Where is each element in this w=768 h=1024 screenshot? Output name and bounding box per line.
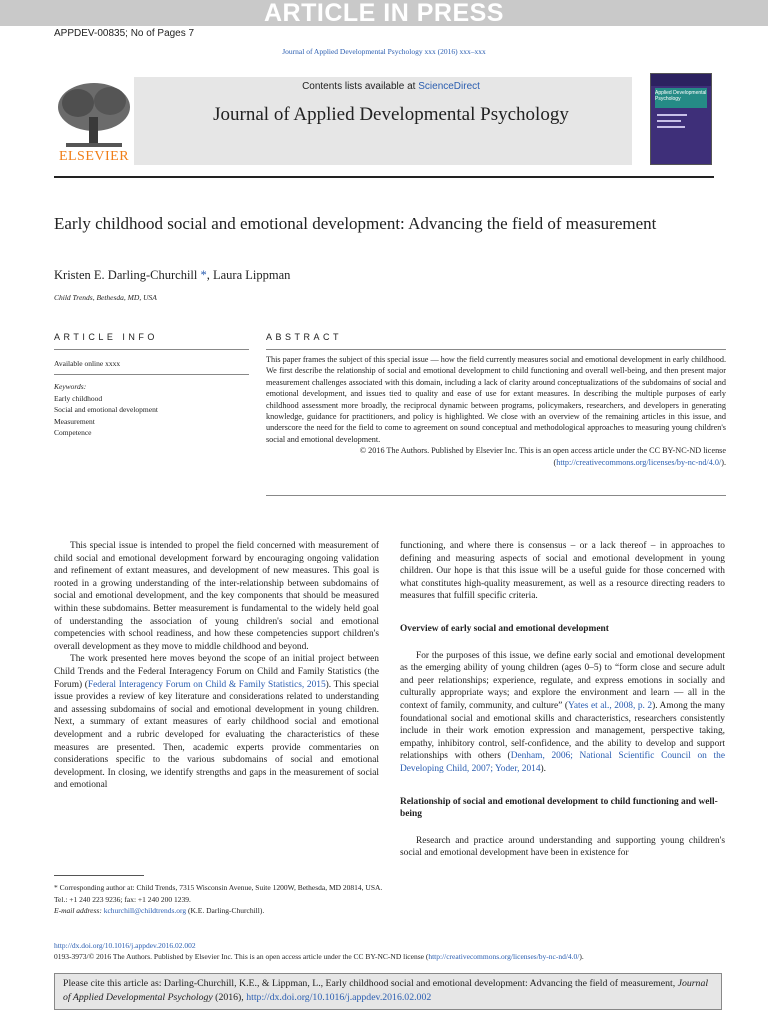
body-right-column (400, 540, 725, 860)
body-paragraph: Research and practice around understanding and supporting young children's social and emotional development have been in existence for (400, 835, 725, 859)
article-in-press-banner: ARTICLE IN PRESS (0, 0, 768, 26)
section-heading: Overview of early social and emotional development (400, 623, 609, 634)
abstract-heading: ABSTRACT (266, 332, 343, 342)
citation-link[interactable]: Federal Interagency Forum on Child & Family Statistics, 2015 (87, 679, 326, 690)
article-info-rule-2 (54, 374, 249, 375)
keyword-item: Early childhood (54, 393, 103, 403)
corresponding-author-link[interactable]: * (200, 268, 207, 282)
cite-box (54, 973, 722, 1010)
elsevier-wordmark: ELSEVIER (58, 149, 130, 164)
affiliation: Child Trends, Bethesda, MD, USA (54, 293, 157, 302)
email-link[interactable]: kchurchill@childtrends.org (103, 906, 187, 915)
cite-year: (2016), (212, 992, 247, 1003)
elsevier-logo (54, 77, 134, 165)
journal-cover-image (650, 73, 712, 165)
footnote-rule (54, 875, 144, 876)
journal-reference-link[interactable]: Journal of Applied Developmental Psychology xxx (2016) xxx–xxx (282, 47, 486, 56)
sciencedirect-link[interactable]: ScienceDirect (418, 81, 480, 92)
body-paragraph: functioning, and where there is consensus – or a lack thereof – in approaches to defining and measuring aspects of social and emotional development in young children. Our hope is that this issue will be a useful guide for those concerned with what constitutes high-quality measurement, as well as a resource directing readers to measures that fulfill specific criteria. (400, 541, 725, 602)
abstract-bottom-rule (266, 495, 726, 496)
cite-journal: Journal of Applied Developmental Psychology (63, 978, 709, 1003)
body-paragraph: This special issue is intended to propel the field concerned with measurement of child social and emotional development forward by encouraging ongoing validation and refinement of extant measures, and development of new measures. This goal is rooted in a growing understanding of the inter-relationship between subdomains of social and emotional development, and the key components that should be measured within these subdomains. Better measurement is fundamental to the widely held goal of understanding the association of young children's social and emotional competencies with school readiness, and how these competencies support children's overall development as they move to middle childhood and beyond. (54, 541, 379, 652)
citation-link[interactable]: Denham, 2006; National Scientific Council on the Developing Child, 2007; Yoder, 2014 (400, 751, 725, 774)
keyword-item: Social and emotional development (54, 405, 158, 414)
body-left-column (54, 540, 379, 792)
journal-title: Journal of Applied Developmental Psychology (213, 104, 569, 125)
keyword-item: Measurement (54, 416, 95, 426)
contents-prefix: Contents lists available at (302, 81, 419, 92)
contents-line (150, 81, 632, 92)
footnote (54, 882, 384, 917)
header-rule (54, 176, 714, 178)
doi-link[interactable]: http://dx.doi.org/10.1016/j.appdev.2016.02.002 (54, 941, 196, 950)
abstract-rule (266, 349, 726, 350)
footnote-corresponding: * Corresponding author at: Child Trends, 7315 Wisconsin Avenue, Suite 1200W, Bethesda, MD 20814, USA. Tel.: +1 240 223 9236; fax: +1 240 200 1239. (54, 883, 383, 904)
section-heading: Relationship of social and emotional development to child functioning and well-being (400, 796, 718, 820)
abstract-body: This paper frames the subject of this special issue — how the field currently measures social and emotional development in early childhood. We first describe the relationship of social and emotional development to child functioning and overall well-being, and then present major measurement challenges associated with this domain, including a lack of clarity around conceptualizations of the subdomains of social and emotional development, and issues tied to quality and ease of use for extant measures. In describing the multiple purposes of early childhood assessment more broadly, the reciprocal dynamic between programs, policymakers, researchers, and developers in generating knowledge, guidance for practitioners, and policy is highlighted. We close with an overview of the remaining articles in this issue, and underscore the need for the field to come to agreement on sound conceptual and methodological approaches to measuring young children's social and emotional development. (266, 355, 726, 444)
authors (54, 268, 290, 283)
paper-title: Early childhood social and emotional development: Advancing the field of measurement (54, 214, 657, 233)
keywords-label: Keywords: (54, 382, 87, 391)
keyword-item: Competence (54, 428, 92, 437)
abstract-license: © 2016 The Authors. Published by Elsevier Inc. This is an open access article under the CC BY-NC-ND license (http://creativecommons.org/licenses/by-nc-nd/4.0/). (359, 446, 726, 467)
author-rest: , Laura Lippman (206, 268, 291, 282)
body-paragraph: For the purposes of this issue, we define early social and emotional development as the emerging ability of young children (ages 0–5) to “form close and secure adult and peer relationships; experience, regulate, and express emotions in socially and culturally appropriate ways; and explore the environment and learn — all in the context of family, community, and culture” (Yates et al., 2008, p. 2). Among the many foundational social and emotional skills and characteristics, researchers consistently include in their work emotion expression and management, perspective taking, empathy, inhibitory control, self-confidence, and the ability to develop and support relationships with others (Denham, 2006; National Scientific Council on the Developing Child, 2007; Yoder, 2014). (400, 650, 725, 774)
keywords (54, 381, 158, 439)
author-first: Kristen E. Darling-Churchill (54, 268, 201, 282)
license-link[interactable]: http://creativecommons.org/licenses/by-nc-nd/4.0/ (556, 457, 722, 467)
cite-prefix: Please cite this article as: Darling-Churchill, K.E., & Lippman, L., Early childhood social and emotional development: Advancing the field of measurement, (63, 978, 678, 989)
copyright-license-link[interactable]: http://creativecommons.org/licenses/by-nc-nd/4.0/ (428, 952, 580, 961)
footnote-email: E-mail address: kchurchill@childtrends.org (K.E. Darling-Churchill). (54, 906, 265, 915)
article-info-heading: ARTICLE INFO (54, 332, 158, 342)
cover-title: Applied Developmental Psychology (655, 90, 707, 102)
copyright-line: 0193-3973/© 2016 The Authors. Published by Elsevier Inc. This is an open access article under the CC BY-NC-ND license (http://creativecommons.org/licenses/by-nc-nd/4.0/). (54, 952, 584, 961)
cite-doi-link[interactable]: http://dx.doi.org/10.1016/j.appdev.2016.02.002 (246, 992, 432, 1003)
abstract-text (266, 354, 726, 468)
citation-link[interactable]: Yates et al., 2008, p. 2 (568, 700, 653, 711)
body-paragraph: The work presented here moves beyond the scope of an initial project between Child Trends and the Federal Interagency Forum on Child and Family Statistics (the Forum) (Federal Interagency Forum on Child & Family Statistics, 2015). This special issue provides a review of key literature and considerations related to understanding and assessing subdomains of social and emotional development in young children. Next, a summary of extant measures of early childhood social and emotional development and a rubric developed for evaluating the characteristics of these measures are presented. Then, academic experts provide commentaries on considerations specific to the various subdomains of social and emotional development. In closing, we identify strengths and gaps in the measurement of social and emotional (54, 654, 379, 791)
article-info-rule (54, 349, 249, 350)
available-online: Available online xxxx (54, 359, 121, 368)
document-id: APPDEV-00835; No of Pages 7 (54, 28, 195, 39)
